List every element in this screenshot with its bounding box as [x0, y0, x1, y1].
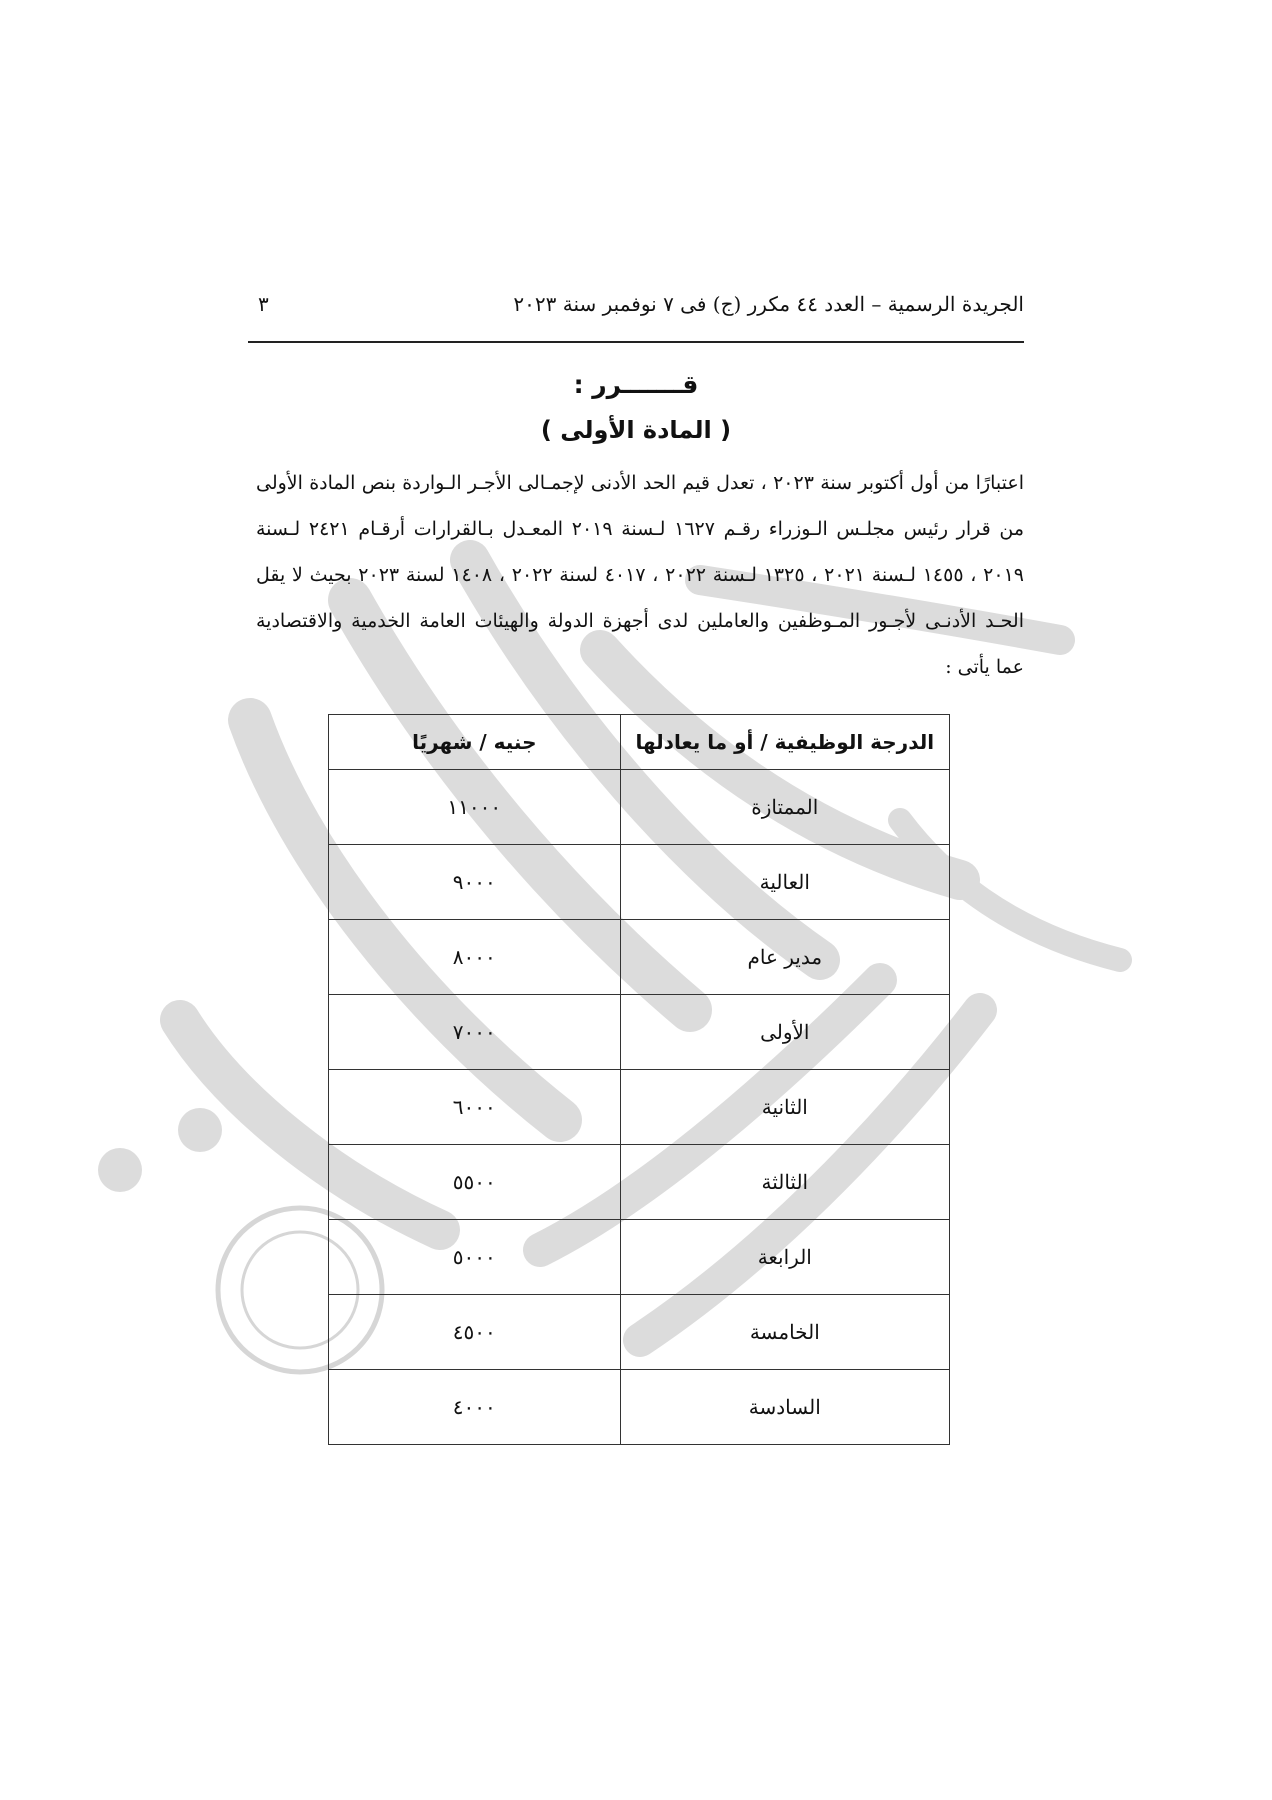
minimum-wage-table	[328, 714, 950, 1445]
table-row	[329, 995, 950, 1070]
gazette-title: الجريدة الرسمية – العدد ٤٤ مكرر (ج) فى ٧ نوفمبر سنة ٢٠٢٣	[513, 292, 1024, 316]
grade-cell: السادسة	[620, 1370, 949, 1445]
amount-cell: ٦٠٠٠	[329, 1070, 621, 1145]
table-row	[329, 1145, 950, 1220]
grade-cell: الثانية	[620, 1070, 949, 1145]
amount-cell: ٨٠٠٠	[329, 920, 621, 995]
amount-cell: ٥٠٠٠	[329, 1220, 621, 1295]
gazette-header	[248, 292, 1024, 316]
watermark-dot-2	[178, 1108, 222, 1152]
page-number: ٣	[258, 292, 269, 316]
table-row	[329, 770, 950, 845]
amount-cell: ١١٠٠٠	[329, 770, 621, 845]
grade-cell: الأولى	[620, 995, 949, 1070]
table-row	[329, 920, 950, 995]
watermark-dot-1	[98, 1148, 142, 1192]
table-row	[329, 1370, 950, 1445]
table-row	[329, 845, 950, 920]
article-body-text: اعتبارًا من أول أكتوبر سنة ٢٠٢٣ ، تعدل قيم الحد الأدنى لإجمـالى الأجـر الـواردة بنص المادة الأولى من قرار رئيس مجلـس الـوزراء رقـم ١٦٢٧ لـسنة ٢٠١٩ المعـدل بـالقرارات أرقـام ٢٤٢١ لـسنة ٢٠١٩ ، ١٤٥٥ لـسنة ٢٠٢١ ، ١٣٢٥ لـسنة ٢٠٢٢ ، ٤٠١٧ لسنة ٢٠٢٢ ، ١٤٠٨ لسنة ٢٠٢٣ بحيث لا يقل الحـد الأدنـى لأجـور المـوظفين والعاملين لدى أجهزة الدولة والهيئات العامة الخدمية والاقتصادية عما يأتى :	[256, 472, 1025, 678]
table-row	[329, 1220, 950, 1295]
amount-cell: ٤٠٠٠	[329, 1370, 621, 1445]
amount-cell: ٤٥٠٠	[329, 1295, 621, 1370]
grade-cell: الخامسة	[620, 1295, 949, 1370]
grade-cell: الرابعة	[620, 1220, 949, 1295]
amount-cell: ٩٠٠٠	[329, 845, 621, 920]
grade-cell: العالية	[620, 845, 949, 920]
decision-heading: قـــــــرر :	[573, 370, 699, 399]
column-header-amount: جنيه / شهريًا	[329, 715, 621, 770]
table-row	[329, 1295, 950, 1370]
table-header-row	[329, 715, 950, 770]
grade-cell: الثالثة	[620, 1145, 949, 1220]
amount-cell: ٥٥٠٠	[329, 1145, 621, 1220]
amount-cell: ٧٠٠٠	[329, 995, 621, 1070]
header-rule	[248, 341, 1024, 343]
grade-cell: الممتازة	[620, 770, 949, 845]
table-row	[329, 1070, 950, 1145]
article-heading: ( المادة الأولى )	[540, 416, 732, 444]
grade-cell: مدير عام	[620, 920, 949, 995]
column-header-grade: الدرجة الوظيفية / أو ما يعادلها	[620, 715, 949, 770]
